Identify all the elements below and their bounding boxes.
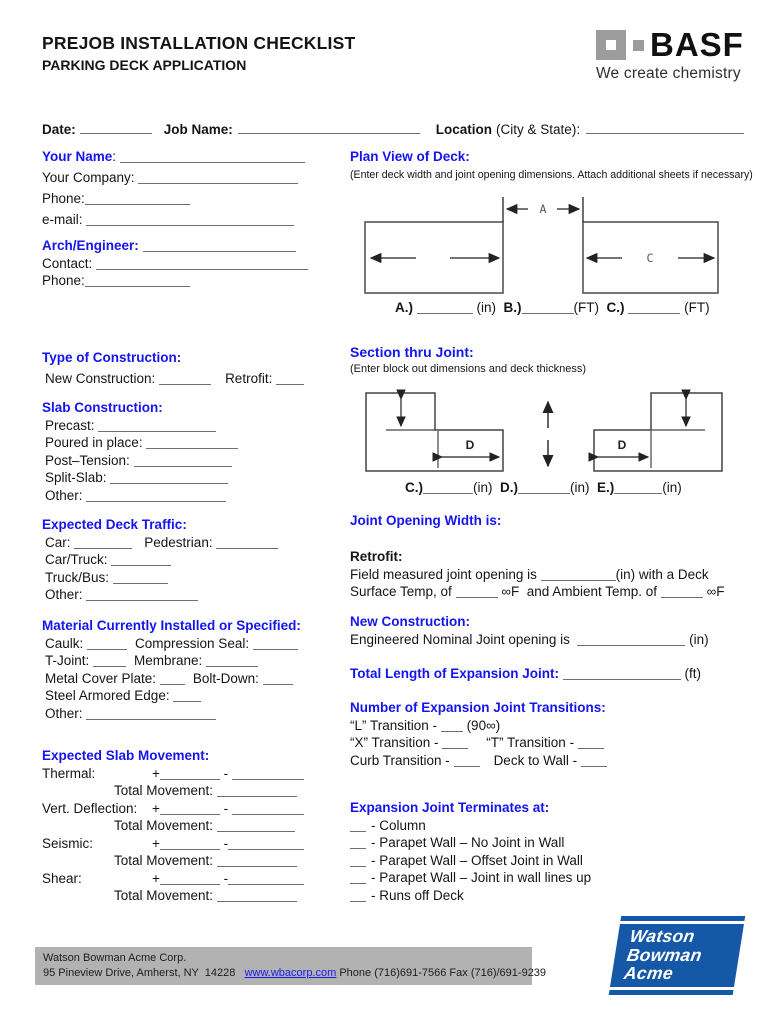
movement-row-label: Thermal: [42,765,96,781]
movement-row-label: Shear: [42,870,82,886]
slab-item-label: Poured in place: [45,435,143,450]
basf-square-icon [633,40,644,51]
dim-e-label: E.) [597,480,615,495]
terminates-blank[interactable] [350,853,366,867]
footer-company: Watson Bowman Acme Corp. [43,952,187,964]
deck-traffic-section [42,516,278,604]
dim-b-label: B.) [503,300,522,315]
car-label: Car: [45,534,71,550]
company-blank[interactable] [138,170,298,184]
dimension-c-label: C [646,251,654,265]
new-construction-blank[interactable] [159,371,211,385]
contact-section [42,146,305,230]
basf-tagline: We create chemistry [596,65,741,82]
thermal-minus-blank[interactable] [232,766,304,780]
terminates-blank[interactable] [350,835,366,849]
shear-plus-blank[interactable] [160,871,220,885]
new-construction-label: New Construction: [45,370,156,386]
plan-view-caption: (Enter deck width and joint opening dimensions. Attach additional sheets if necessary) [350,169,753,182]
date-row [42,120,744,137]
new-construction-heading: New Construction: [350,614,470,629]
ambient-temp-blank[interactable] [661,584,703,598]
footer-address-bar [35,947,547,985]
dim-c2-blank[interactable] [423,480,473,494]
terminates-section [350,799,591,904]
truck-bus-label: Truck/Bus: [45,569,110,585]
surface-temp-text: Surface Temp, of [350,584,452,599]
dim-e-blank[interactable] [614,480,662,494]
plus-sign: + [152,800,160,816]
footer-phone-fax: Phone (716)691-7566 Fax (716)/691-9239 [339,967,547,979]
material-other-label: Other: [45,705,83,721]
degree-f-suffix: ∞F [706,584,725,599]
precast-blank[interactable] [98,418,216,432]
bolt-down-label: Bolt-Down: [192,670,259,686]
t-transition-label: “T” Transition - [486,735,575,750]
material-other-blank[interactable] [86,706,216,720]
arch-phone-blank[interactable] [85,273,190,287]
caulk-blank[interactable] [87,636,127,650]
post-tension-blank[interactable] [134,453,232,467]
pedestrian-blank[interactable] [216,535,278,549]
l-transition-note: (90∞) [466,717,501,733]
steel-armored-edge-blank[interactable] [173,688,201,702]
section-joint-heading: Section thru Joint: [350,344,474,360]
dim-d-blank[interactable] [518,480,570,494]
slab-movement-section [42,747,304,905]
minus-sign: - [223,765,229,781]
dimension-a-label: A [539,202,547,216]
page-subtitle: PARKING DECK APPLICATION [42,57,247,73]
location-note: (City & State): [496,122,581,137]
terminates-item: - Parapet Wall – Joint in wall lines up [371,870,592,885]
traffic-other-label: Other: [45,587,83,602]
x-transition-label: “X” Transition - [350,735,439,750]
dim-a-unit: (in) [476,300,497,315]
deflection-plus-blank[interactable] [160,801,220,815]
dim-c-label: C.) [606,300,625,315]
t-joint-label: T-Joint: [45,653,90,668]
field-measured-text: Field measured joint opening is [350,566,537,582]
phone-blank[interactable] [85,191,190,205]
compression-seal-label: Compression Seal: [135,635,250,651]
material-heading: Material Currently Installed or Specified: [42,618,301,633]
deflection-total-blank[interactable] [217,818,295,832]
slab-movement-heading: Expected Slab Movement: [42,748,210,763]
total-movement-label: Total Movement: [114,783,214,798]
dim-d-label: D.) [500,480,519,495]
location-blank[interactable] [586,120,744,134]
job-name-label: Job Name: [163,122,233,137]
phone-label: Phone: [42,191,85,206]
terminates-item: - Parapet Wall – No Joint in Wall [371,835,565,850]
wba-logo-bottom-strip [609,990,734,995]
dim-c2-unit: (in) [473,480,493,495]
traffic-other-blank[interactable] [86,587,198,601]
basf-logo [596,26,756,83]
wba-logo-line: Watson [628,926,697,946]
arch-phone-label: Phone: [42,273,85,288]
section-dims-row [350,479,682,496]
total-length-blank[interactable] [563,666,681,680]
split-slab-blank[interactable] [110,470,228,484]
terminates-item: - Column [371,817,426,833]
pedestrian-label: Pedestrian: [144,534,213,550]
movement-row-label: Vert. Deflection: [42,800,138,816]
transitions-section [350,699,607,769]
car-blank[interactable] [74,535,132,549]
metal-cover-plate-label: Metal Cover Plate: [45,670,157,686]
retrofit-block [350,548,724,601]
minus-sign: - [223,800,229,816]
terminates-blank[interactable] [350,870,366,884]
date-label: Date: [42,122,76,137]
t-joint-blank[interactable] [93,653,126,667]
arch-engineer-label: Arch/Engineer: [42,238,139,253]
nominal-joint-unit: (in) [689,631,709,647]
x-transition-blank[interactable] [442,735,468,749]
dim-c2-label: C.) [405,480,423,495]
seismic-minus-blank[interactable] [228,836,304,850]
wba-logo-line: Acme [622,963,675,983]
colon: : [112,149,117,164]
plan-view-diagram [350,192,742,298]
field-measured-blank[interactable] [541,567,616,581]
total-movement-label: Total Movement: [114,818,214,833]
page-title: PREJOB INSTALLATION CHECKLIST [42,33,356,53]
slab-item-label: Split-Slab: [45,470,107,485]
thermal-total-blank[interactable] [217,783,297,797]
plus-sign: + [152,835,160,851]
shear-minus-blank[interactable] [228,871,304,885]
curb-transition-blank[interactable] [454,753,480,767]
ambient-temp-text: ∞F and Ambient Temp. of [501,584,658,599]
left-section-block [366,393,503,471]
joint-opening-heading: Joint Opening Width is: [350,513,502,528]
wba-logo-top-strip [620,916,745,921]
email-label: e-mail: [42,212,83,227]
membrane-label: Membrane: [134,653,203,668]
watson-bowman-acme-logo [605,916,757,995]
dim-b-blank[interactable] [522,300,574,314]
wba-logo-box [610,924,744,987]
thermal-plus-blank[interactable] [160,766,220,780]
dim-c-blank[interactable] [628,300,680,314]
l-transition-label: “L” Transition - [350,717,438,733]
email-blank[interactable] [86,212,294,226]
deflection-minus-blank[interactable] [232,801,304,815]
terminates-blank[interactable] [350,818,366,832]
dim-c-unit: (FT) [684,300,710,315]
deck-traffic-heading: Expected Deck Traffic: [42,517,187,532]
material-section [42,617,301,722]
section-thru-joint [350,344,586,375]
surface-temp-blank[interactable] [456,584,498,598]
plan-dims-row [350,299,710,316]
arch-contact-blank[interactable] [96,256,308,270]
terminates-item: - Parapet Wall – Offset Joint in Wall [371,852,583,868]
arch-engineer-section [42,237,308,290]
bolt-down-blank[interactable] [263,671,293,685]
new-construction-block [350,613,709,648]
car-truck-blank[interactable] [111,552,171,566]
dim-a-label: A.) [395,300,413,315]
nominal-joint-blank[interactable] [577,632,685,646]
plus-sign: + [152,765,160,781]
membrane-blank[interactable] [206,653,258,667]
caulk-label: Caulk: [45,635,84,651]
terminates-blank[interactable] [350,888,366,902]
total-length-heading: Total Length of Expansion Joint: [350,666,559,681]
deck-to-wall-blank[interactable] [581,753,607,767]
right-section-block [594,393,722,471]
slab-other-blank[interactable] [86,488,226,502]
retrofit-heading: Retrofit: [350,549,403,564]
location-label: Location [435,122,493,137]
retrofit-blank[interactable] [276,371,304,385]
minus-sign: - [223,835,229,851]
type-of-construction-section [42,349,304,387]
plan-view-heading: Plan View of Deck: [350,149,470,164]
terminates-item: - Runs off Deck [371,887,464,903]
seismic-plus-blank[interactable] [160,836,220,850]
section-joint-caption: (Enter block out dimensions and deck thickness) [350,363,587,376]
arch-contact-label: Contact: [42,255,93,271]
minus-sign: - [223,870,229,886]
truck-bus-blank[interactable] [113,570,168,584]
deck-to-wall-label: Deck to Wall - [493,752,578,768]
plan-view-section [350,148,753,181]
field-measured-suffix: (in) with a Deck [615,566,709,582]
compression-seal-blank[interactable] [253,636,298,650]
arch-engineer-blank[interactable] [143,238,296,252]
your-name-label: Your Name [42,149,113,164]
footer-address: 95 Pineview Drive, Amherst, NY 14228 [43,967,236,979]
movement-row-label: Seismic: [42,835,94,851]
date-blank[interactable] [80,120,152,134]
blockout-d-label-right: D [617,438,627,452]
basf-wordmark: BASF [650,26,744,63]
terminates-heading: Expansion Joint Terminates at: [350,800,550,815]
plus-sign: + [152,870,160,886]
company-label: Your Company: [42,170,135,185]
slab-item-label: Other: [45,487,83,503]
nominal-joint-text: Engineered Nominal Joint opening is [350,631,570,647]
slab-item-label: Post–Tension: [45,452,130,468]
l-transition-blank[interactable] [441,718,463,732]
transitions-heading: Number of Expansion Joint Transitions: [350,700,606,715]
total-length-row [350,665,701,682]
section-joint-diagram [350,385,742,483]
slab-construction-heading: Slab Construction: [42,400,163,415]
curb-transition-label: Curb Transition - [350,752,450,768]
dim-d-unit: (in) [570,480,590,495]
dim-b-unit: (FT) [573,300,600,315]
your-name-blank[interactable] [120,149,305,163]
metal-cover-plate-blank[interactable] [160,671,185,685]
blockout-d-label-left: D [465,438,475,452]
car-truck-label: Car/Truck: [45,552,108,567]
shear-total-blank[interactable] [217,888,297,902]
dim-a-blank[interactable] [417,300,473,314]
seismic-total-blank[interactable] [217,853,297,867]
slab-construction-section [42,399,238,504]
total-movement-label: Total Movement: [114,853,214,868]
t-transition-blank[interactable] [578,735,604,749]
retrofit-label: Retrofit: [225,370,273,386]
basf-square-outline-icon [596,30,626,60]
poured-in-place-blank[interactable] [146,435,238,449]
footer-website-link[interactable]: www.wbacorp.com [244,967,337,979]
slab-item-label: Precast: [45,417,95,433]
wba-logo-line: Bowman [625,944,704,965]
total-movement-label: Total Movement: [114,888,214,903]
total-length-unit: (ft) [684,666,702,681]
dim-e-unit: (in) [662,480,682,495]
job-name-blank[interactable] [238,120,420,134]
type-of-construction-heading: Type of Construction: [42,350,182,365]
steel-armored-edge-label: Steel Armored Edge: [45,688,170,703]
